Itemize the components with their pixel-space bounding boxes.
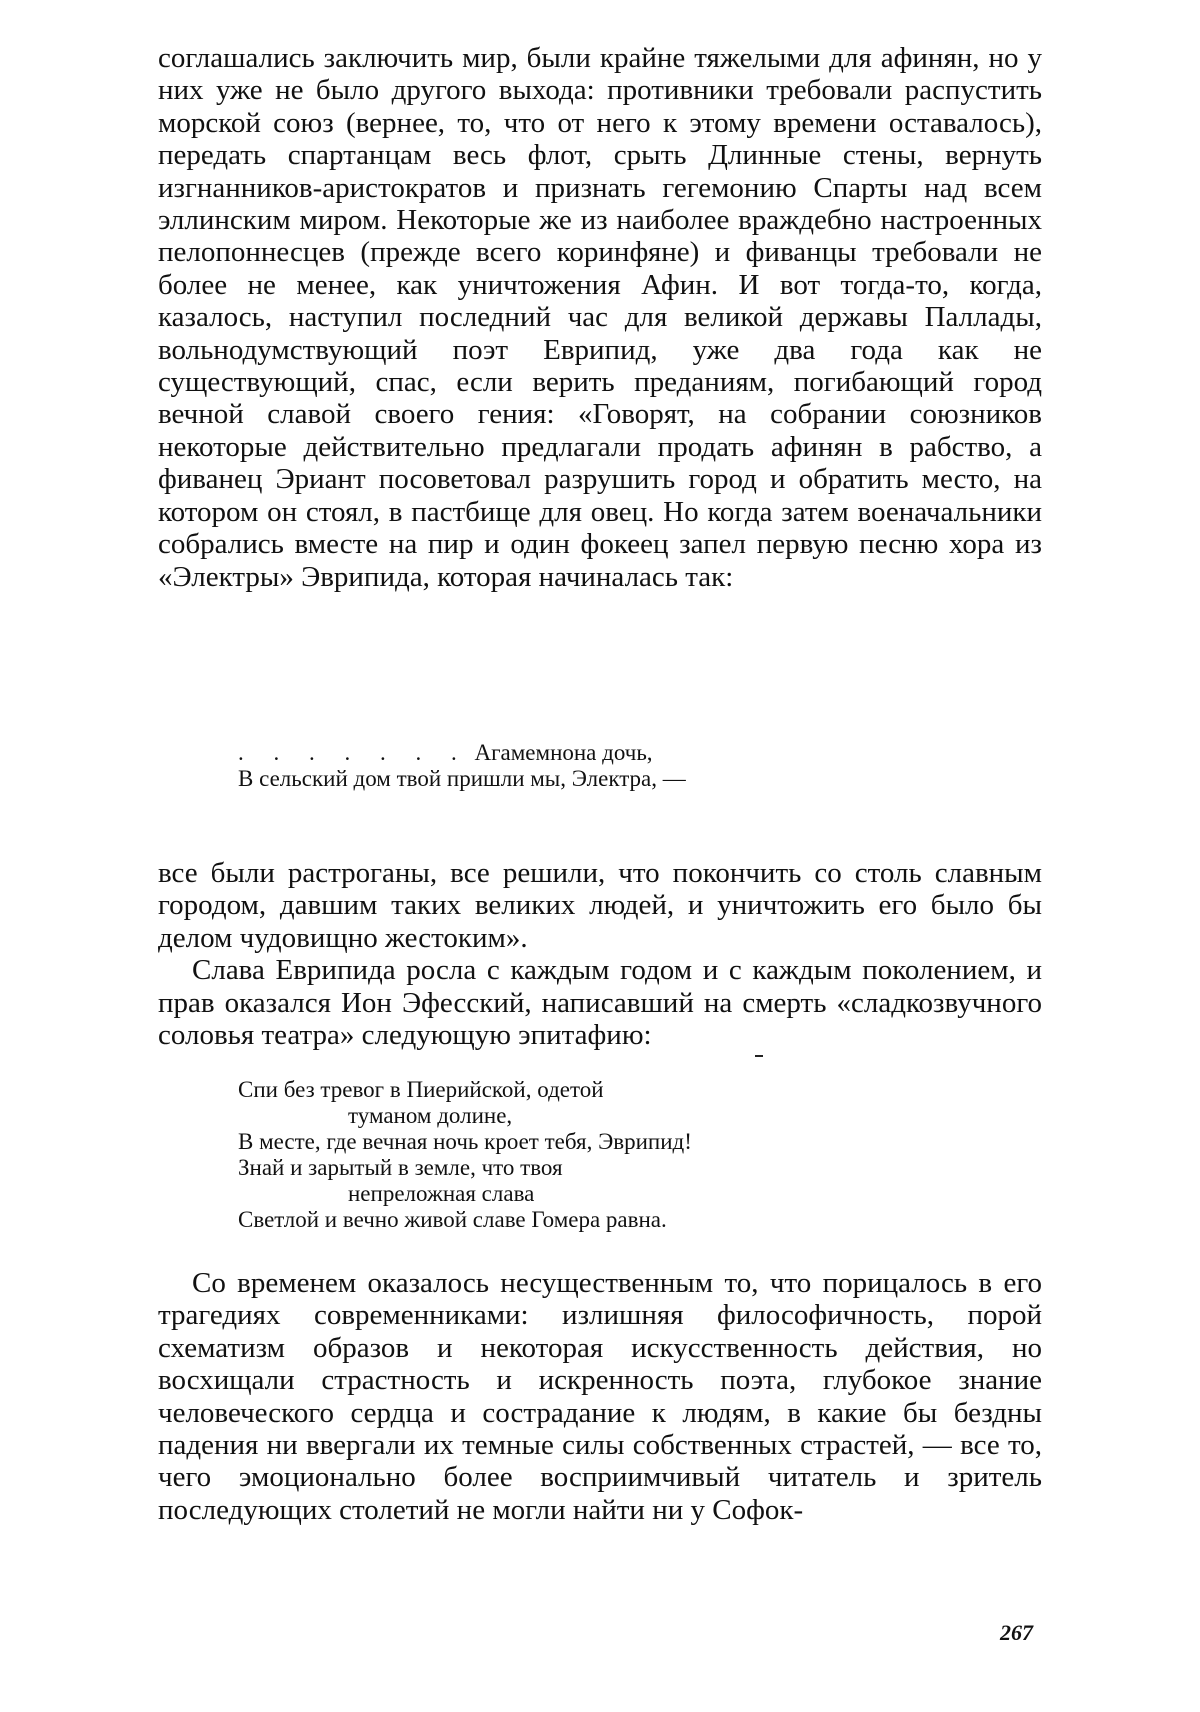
verse-line: В сельский дом твой пришли мы, Электра, —	[238, 766, 686, 791]
ellipsis-dots: . . . . . . .	[238, 740, 469, 765]
paragraph-text: соглашались заключить мир, были крайне тяжелыми для афинян, но у них уже не было другого выхода: противники требовали распустить морской союз (вернее, то, что от него к этому времени оставалось), передать спартанцам весь флот, срыть Длинные стены, вернуть изгнанников-аристократов и признать гегемонию Спарты над всем эллинским миром. Некоторые же из наиболее враждебно настроенных пелопоннесцев (прежде всего коринфяне) и фиванцы требовали не более не менее, как уничтожения Афин. И вот тогда-то, когда, казалось, наступил последний час для великой державы Паллады, вольнодумствующий поэт Еврипид, уже два года как не существующий, спас, если верить преданиям, погибающий город вечной славой своего гения: «Говорят, на собрании союзников некоторые действительно предлагали продать афинян в рабство, а фиванец Эриант посоветовал разрушить город и обратить место, на котором он стоял, в пастбище для овец. Но когда затем военачальники собрались вместе на пир и один фокеец запел первую песню хора из «Электры» Эврипида, которая начиналась так:	[158, 42, 1042, 593]
verse-epitaph	[238, 1077, 692, 1233]
verse-line: Светлой и вечно живой славе Гомера равна.	[238, 1207, 667, 1232]
paragraph-text: Со временем оказалось несущественным то, что порицалось в его трагедиях современниками: излишняя философичность, порой схематизм образов и некоторая искусственность действия, но восхищали страстность и искренность поэта, глубокое знание человеческого сердца и сострадание к людям, в какие бы бездны падения ни ввергали их темные силы собственных страстей, — все то, чего эмоционально более восприимчивый читатель и зритель последующих столетий не могли найти ни у Софок-	[158, 1267, 1042, 1526]
page-number: 267	[1000, 1620, 1033, 1645]
verse-line: непреложная слава	[348, 1181, 535, 1206]
verse-line: В месте, где вечная ночь кроет тебя, Эврипид!	[238, 1129, 692, 1154]
print-artifact	[755, 1055, 763, 1057]
paragraph-4	[158, 1267, 1042, 1526]
verse-quote-electra	[238, 740, 686, 792]
paragraph-1	[158, 42, 1042, 593]
verse-line-text: Агамемнона дочь,	[474, 740, 653, 765]
verse-line: Спи без тревог в Пиерийской, одетой	[238, 1077, 604, 1102]
paragraph-2	[158, 857, 1042, 1051]
paragraph-text: Слава Еврипида росла с каждым годом и с каждым поколением, и прав оказался Ион Эфесский, написавший на смерть «сладкозвучного соловья театра» следующую эпитафию:	[158, 954, 1042, 1052]
verse-line	[238, 740, 686, 766]
verse-line: туманом долине,	[348, 1103, 513, 1128]
paragraph-text: все были растроганы, все решили, что покончить со столь славным городом, давшим таких великих людей, и уничтожить его было бы делом чудовищно жестоким».	[158, 857, 1042, 954]
verse-line: Знай и зарытый в земле, что твоя	[238, 1155, 563, 1180]
